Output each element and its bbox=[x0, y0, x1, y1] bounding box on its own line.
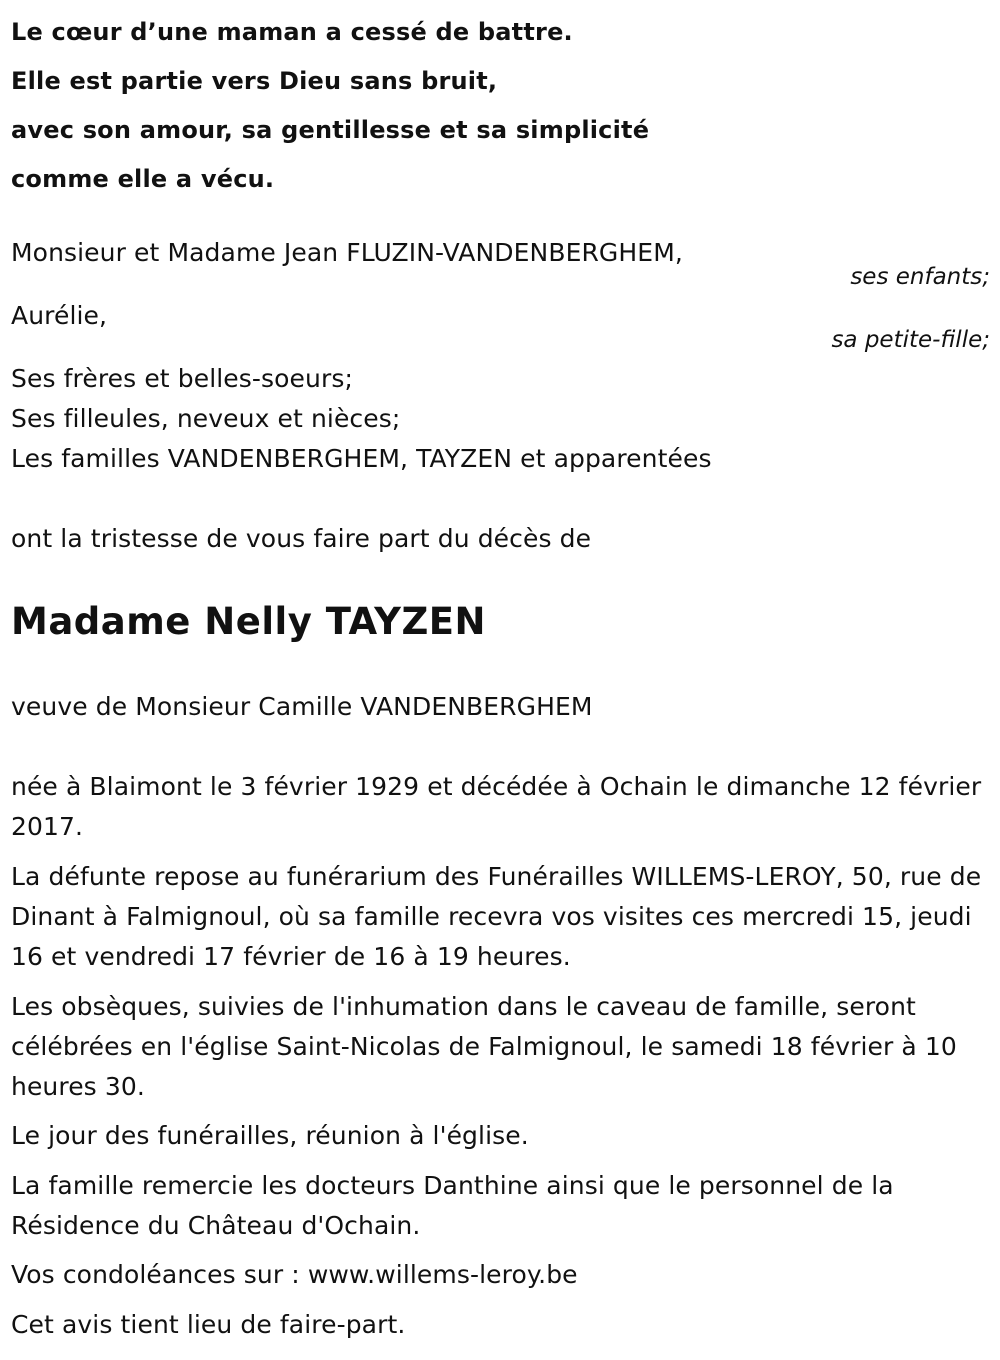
notice-paragraph: Cet avis tient lieu de faire-part. bbox=[11, 1310, 406, 1339]
families-line: Les familles VANDENBERGHEM, TAYZEN et apparentées bbox=[11, 444, 712, 473]
widow-of-line: veuve de Monsieur Camille VANDENBERGHEM bbox=[11, 692, 593, 721]
children-role: ses enfants; bbox=[850, 264, 990, 290]
funerarium-paragraph: La défunte repose au funérarium des Funérailles WILLEMS-LEROY, 50, rue de Dinant à Falmignoul, où sa famille recevra vos visites ces mercredi 15, jeudi 16 et vendredi 17 février de 16 à 19 heures. bbox=[11, 862, 982, 971]
godchildren-line: Ses filleules, neveux et nièces; bbox=[11, 404, 401, 433]
granddaughter-name: Aurélie, bbox=[11, 301, 108, 330]
condolences-paragraph: Vos condoléances sur : www.willems-leroy.be bbox=[11, 1260, 578, 1289]
birth-death-paragraph: née à Blaimont le 3 février 1929 et décédée à Ochain le dimanche 12 février 2017. bbox=[11, 772, 982, 841]
thanks-paragraph: La famille remercie les docteurs Danthine ainsi que le personnel de la Résidence du Château d'Ochain. bbox=[11, 1171, 894, 1240]
deceased-name: Madame Nelly TAYZEN bbox=[11, 600, 487, 643]
poem-line: Elle est partie vers Dieu sans bruit, bbox=[11, 67, 498, 95]
poem-line: comme elle a vécu. bbox=[11, 165, 275, 193]
granddaughter-role: sa petite-fille; bbox=[831, 327, 990, 353]
children-names: Monsieur et Madame Jean FLUZIN-VANDENBERGHEM, bbox=[11, 238, 683, 267]
poem-line: avec son amour, sa gentillesse et sa simplicité bbox=[11, 116, 650, 144]
poem-line: Le cœur d’une maman a cessé de battre. bbox=[11, 18, 573, 46]
funeral-paragraph: Les obsèques, suivies de l'inhumation dans le caveau de famille, seront célébrées en l'église Saint-Nicolas de Falmignoul, le samedi 18 février à 10 heures 30. bbox=[11, 992, 957, 1101]
poem-block bbox=[11, 8, 971, 204]
meeting-paragraph: Le jour des funérailles, réunion à l'église. bbox=[11, 1121, 529, 1150]
siblings-line: Ses frères et belles-soeurs; bbox=[11, 364, 353, 393]
announcement-line: ont la tristesse de vous faire part du décès de bbox=[11, 524, 592, 553]
